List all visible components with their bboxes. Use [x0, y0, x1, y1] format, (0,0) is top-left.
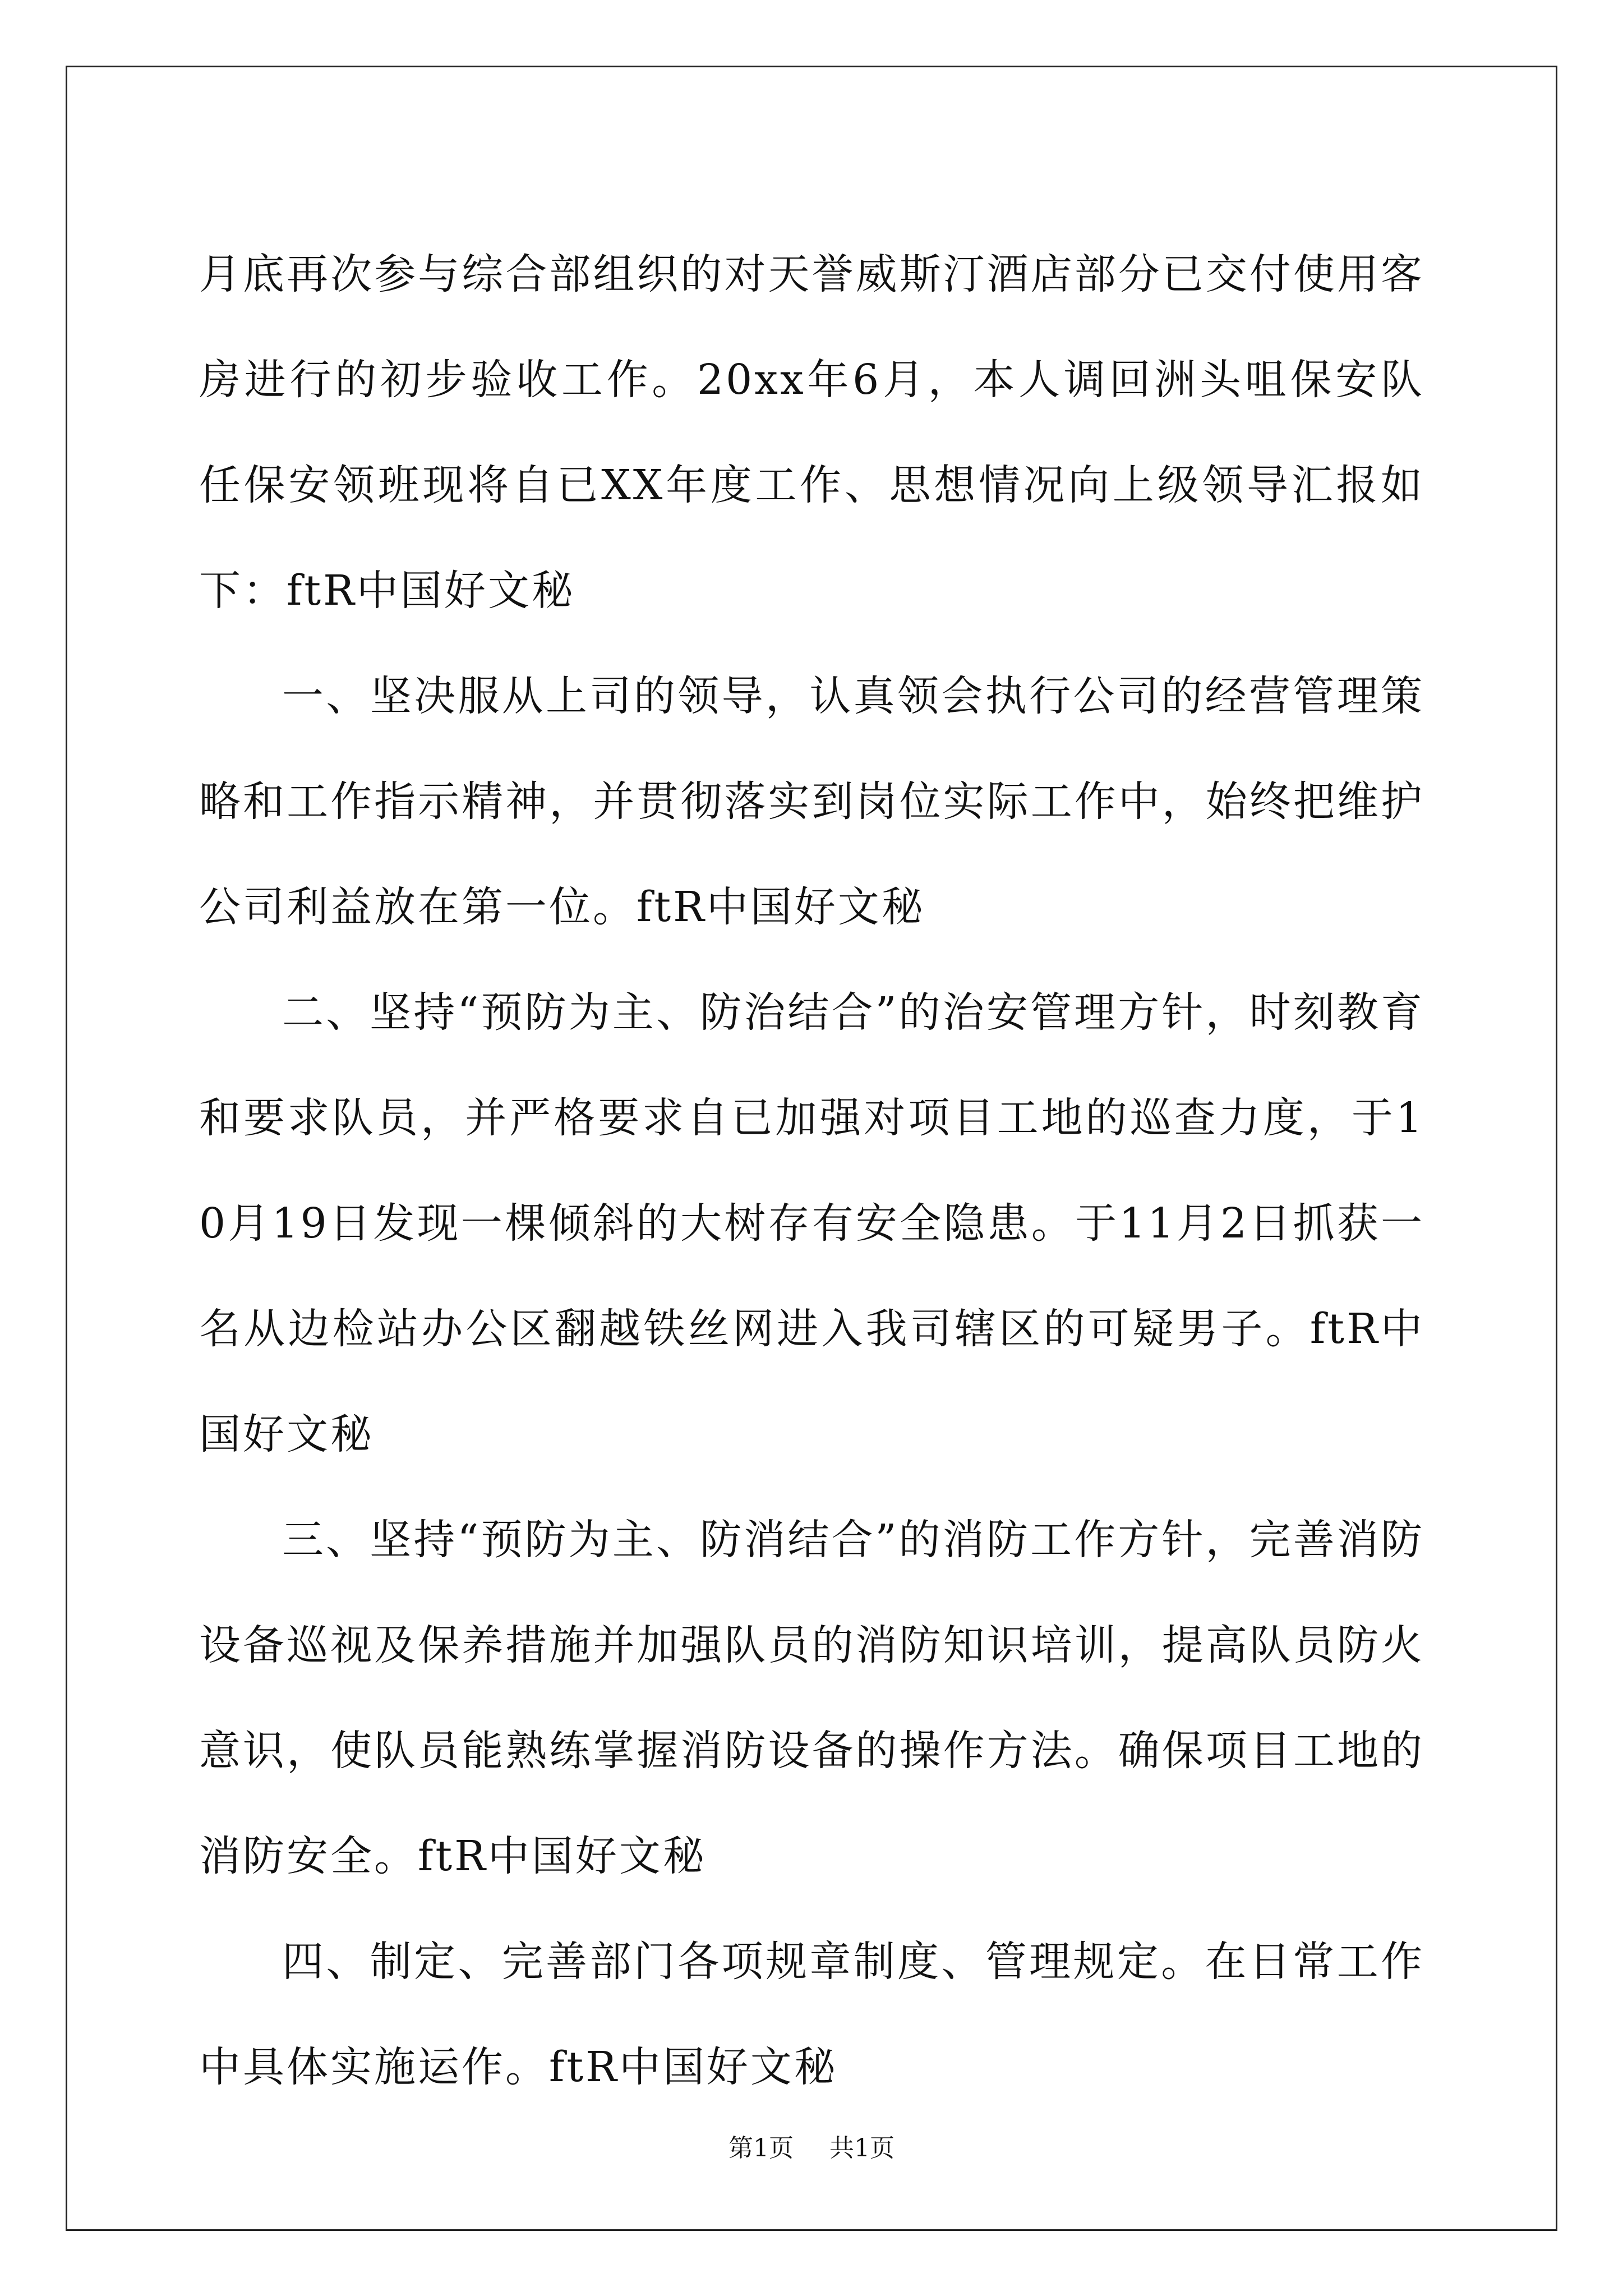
paragraph-item-1: 一、坚决服从上司的领导，认真领会执行公司的经营管理策略和工作指示精神，并贯彻落实到岗位实际工作中，始终把维护公司利益放在第一位。ftR中国好文秘	[199, 672, 1424, 931]
page-footer	[0, 2132, 1623, 2165]
page-number: 第1页	[728, 2134, 794, 2162]
paragraph-intro: 月底再次参与综合部组织的对天誉威斯汀酒店部分已交付使用客房进行的初步验收工作。20xx年6月，本人调回洲头咀保安队任保安领班现将自已XX年度工作、思想情况向上级领导汇报如下：ftR中国好文秘	[199, 250, 1424, 615]
paragraph-item-3: 三、坚持“预防为主、防消结合”的消防工作方针，完善消防设备巡视及保养措施并加强队员的消防知识培训，提高队员防火意识，使队员能熟练掌握消防设备的操作方法。确保项目工地的消防安全。ftR中国好文秘	[199, 1516, 1424, 1880]
paragraph-item-4: 四、制定、完善部门各项规章制度、管理规定。在日常工作中具体实施运作。ftR中国好文秘	[199, 1938, 1424, 2091]
document-body	[199, 222, 1424, 2120]
paragraph-item-2: 二、坚持“预防为主、防治结合”的治安管理方针，时刻教育和要求队员，并严格要求自已加强对项目工地的巡查力度，于10月19日发现一棵倾斜的大树存有安全隐患。于11月2日抓获一名从边检站办公区翻越铁丝网进入我司辖区的可疑男子。ftR中国好文秘	[199, 988, 1424, 1458]
page-total: 共1页	[829, 2134, 895, 2162]
